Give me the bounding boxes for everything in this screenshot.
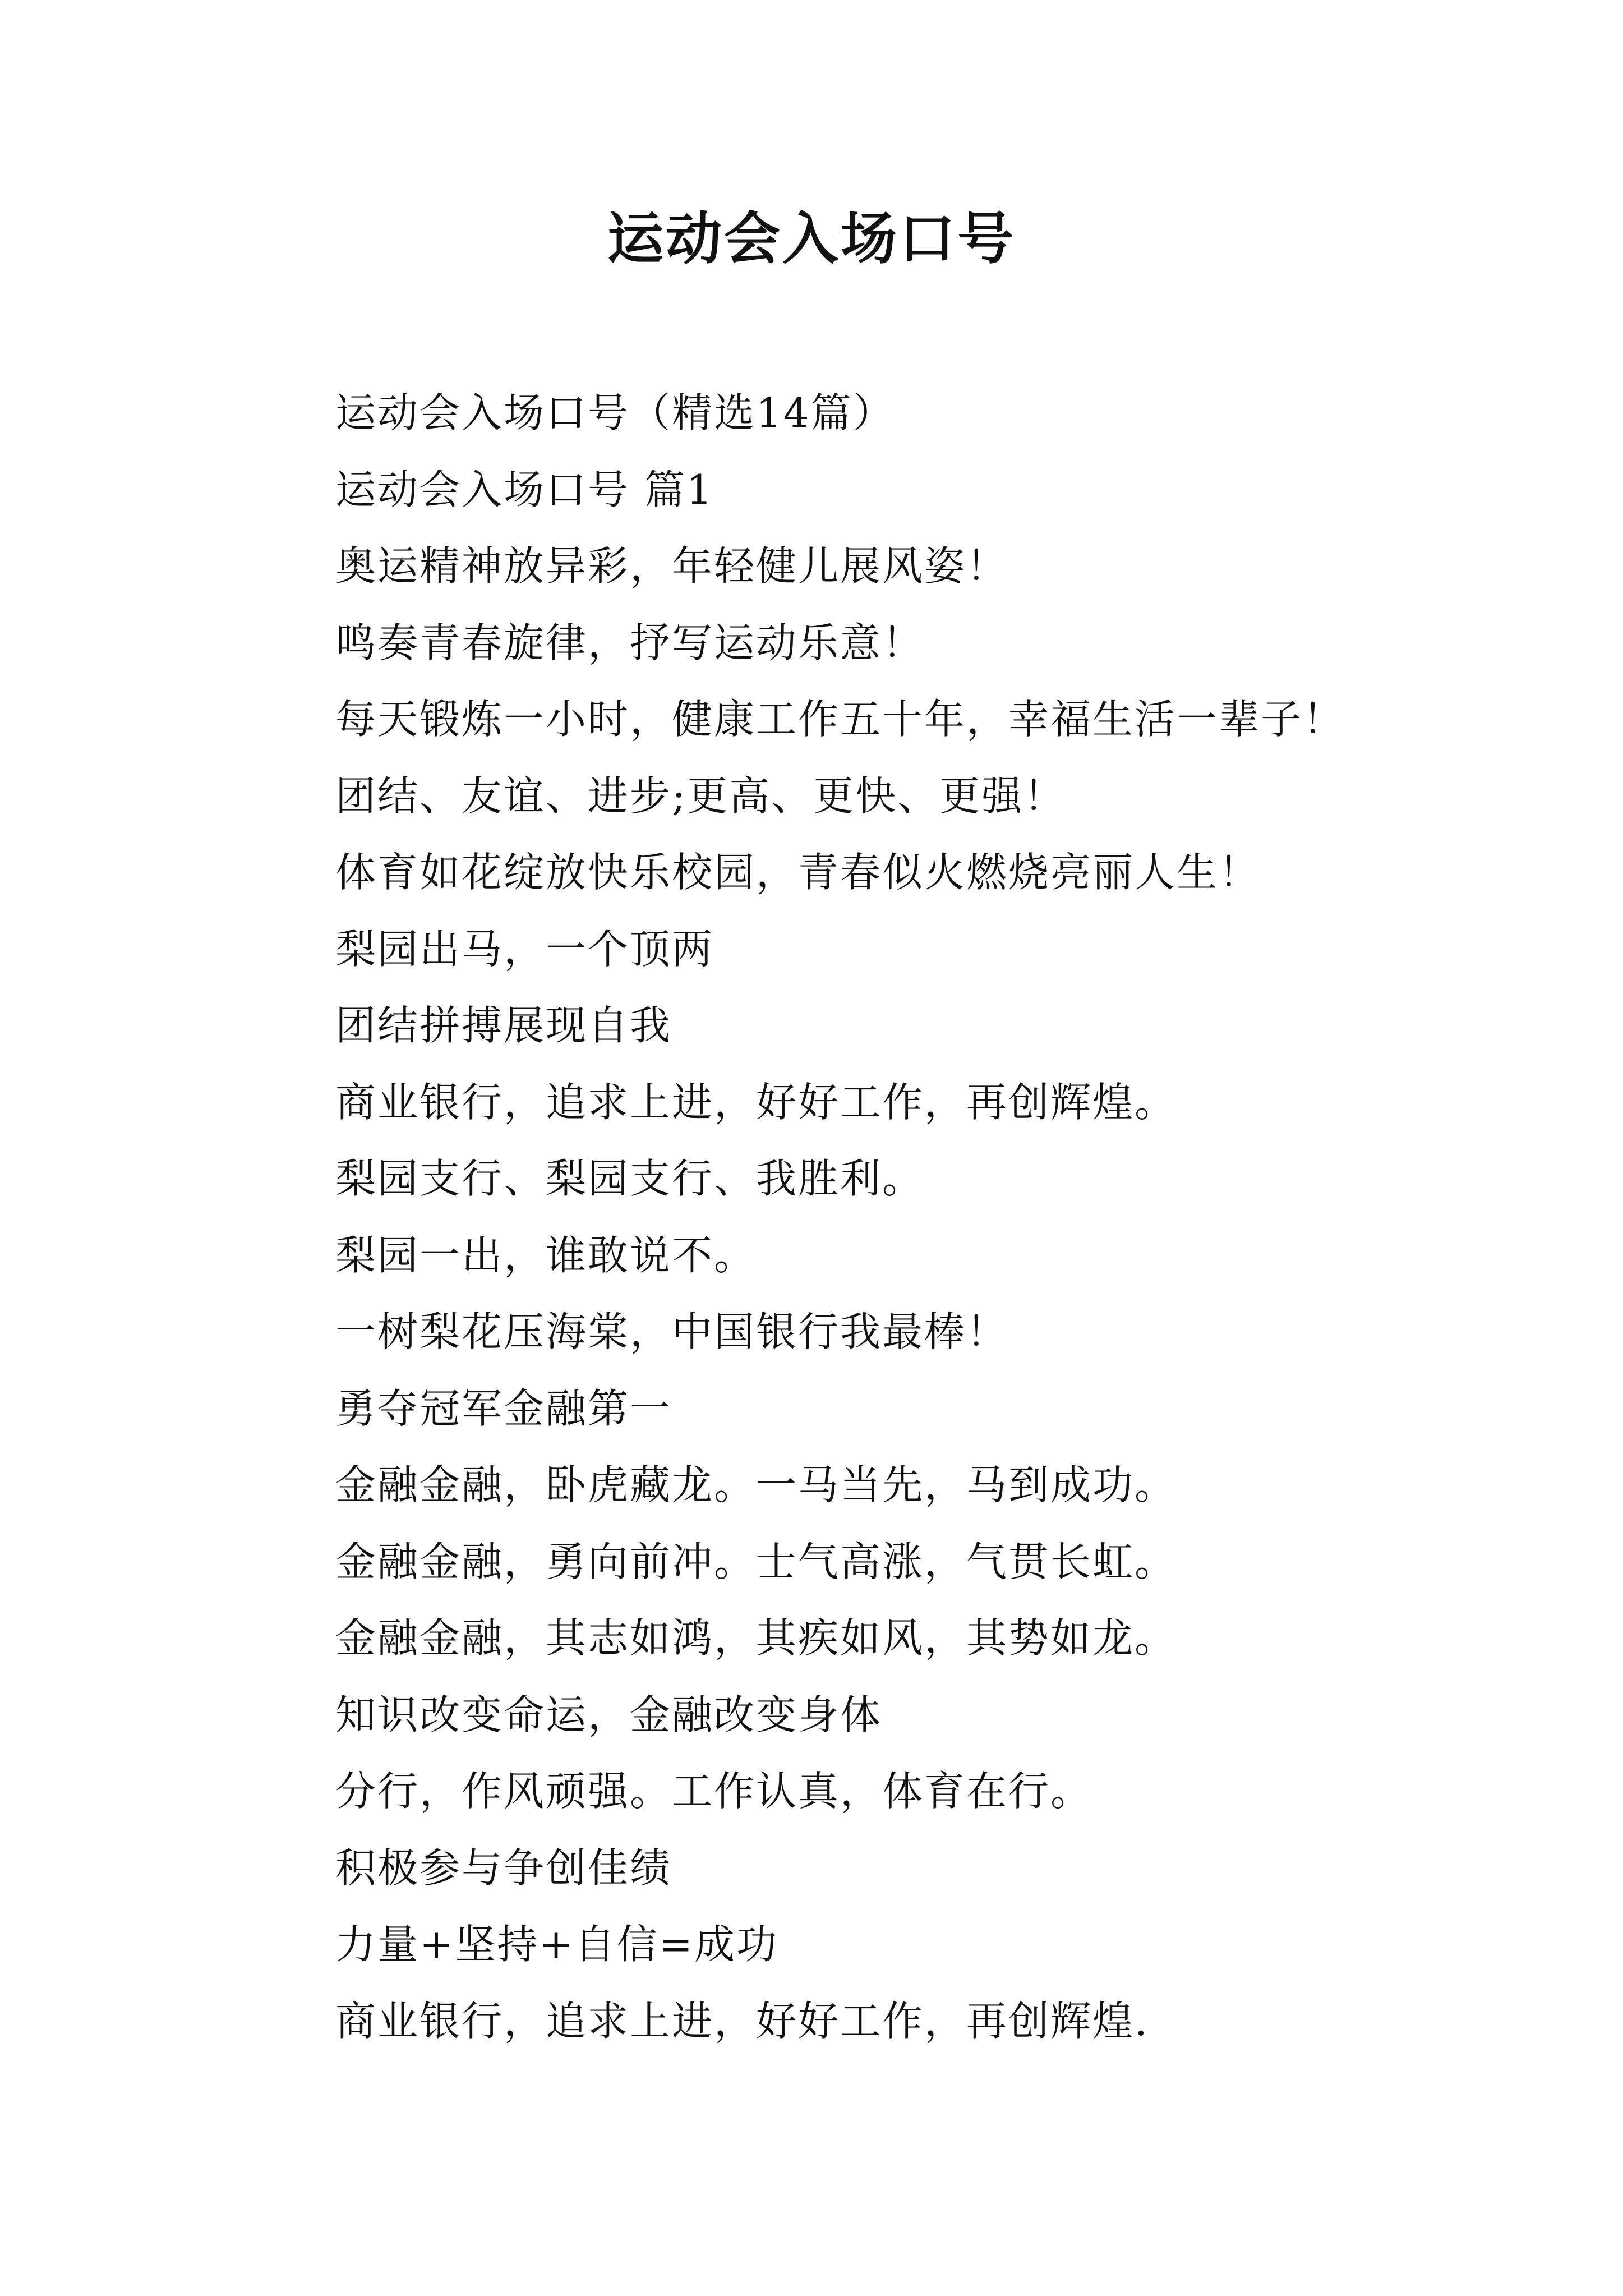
section-heading: 运动会入场口号 篇1	[335, 466, 714, 513]
slogan-line: 梨园出马，一个顶两	[335, 925, 714, 973]
slogan-line: 每天锻炼一小时，健康工作五十年，幸福生活一辈子！	[335, 696, 1345, 743]
slogan-line: 金融金融，其志如鸿，其疾如风，其势如龙。	[335, 1614, 1177, 1662]
slogan-line: 知识改变命运，金融改变身体	[335, 1691, 883, 1738]
slogan-line: 体育如花绽放快乐校园，青春似火燃烧亮丽人生！	[335, 849, 1261, 896]
slogan-line: 商业银行，追求上进，好好工作，再创辉煌.	[335, 1997, 1149, 2045]
slogan-line: 金融金融，勇向前冲。士气高涨，气贯长虹。	[335, 1538, 1177, 1585]
slogan-line: 积极参与争创佳绩	[335, 1844, 672, 1892]
slogan-line: 鸣奏青春旋律，抒写运动乐意！	[335, 619, 925, 666]
slogan-line: 梨园支行、梨园支行、我胜利。	[335, 1155, 925, 1202]
slogan-line: 金融金融，卧虎藏龙。一马当先，马到成功。	[335, 1461, 1177, 1508]
slogan-list	[335, 375, 1513, 2059]
slogan-line: 团结拼搏展现自我	[335, 1002, 672, 1049]
slogan-line: 一树梨花压海棠，中国银行我最棒！	[335, 1308, 1009, 1355]
subtitle-line: 运动会入场口号（精选14篇）	[335, 389, 895, 436]
slogan-line: 商业银行，追求上进，好好工作，再创辉煌。	[335, 1078, 1177, 1126]
slogan-line: 团结、友谊、进步;更高、更快、更强！	[335, 772, 1066, 820]
slogan-line: 梨园一出，谁敢说不。	[335, 1231, 757, 1279]
document-title: 运动会入场口号	[607, 205, 1016, 272]
slogan-line: 奥运精神放异彩，年轻健儿展风姿！	[335, 542, 1009, 590]
slogan-line: 力量+坚持+自信=成功	[335, 1921, 778, 1968]
slogan-line: 勇夺冠军金融第一	[335, 1384, 672, 1432]
slogan-line: 分行，作风顽强。工作认真，体育在行。	[335, 1768, 1093, 1815]
